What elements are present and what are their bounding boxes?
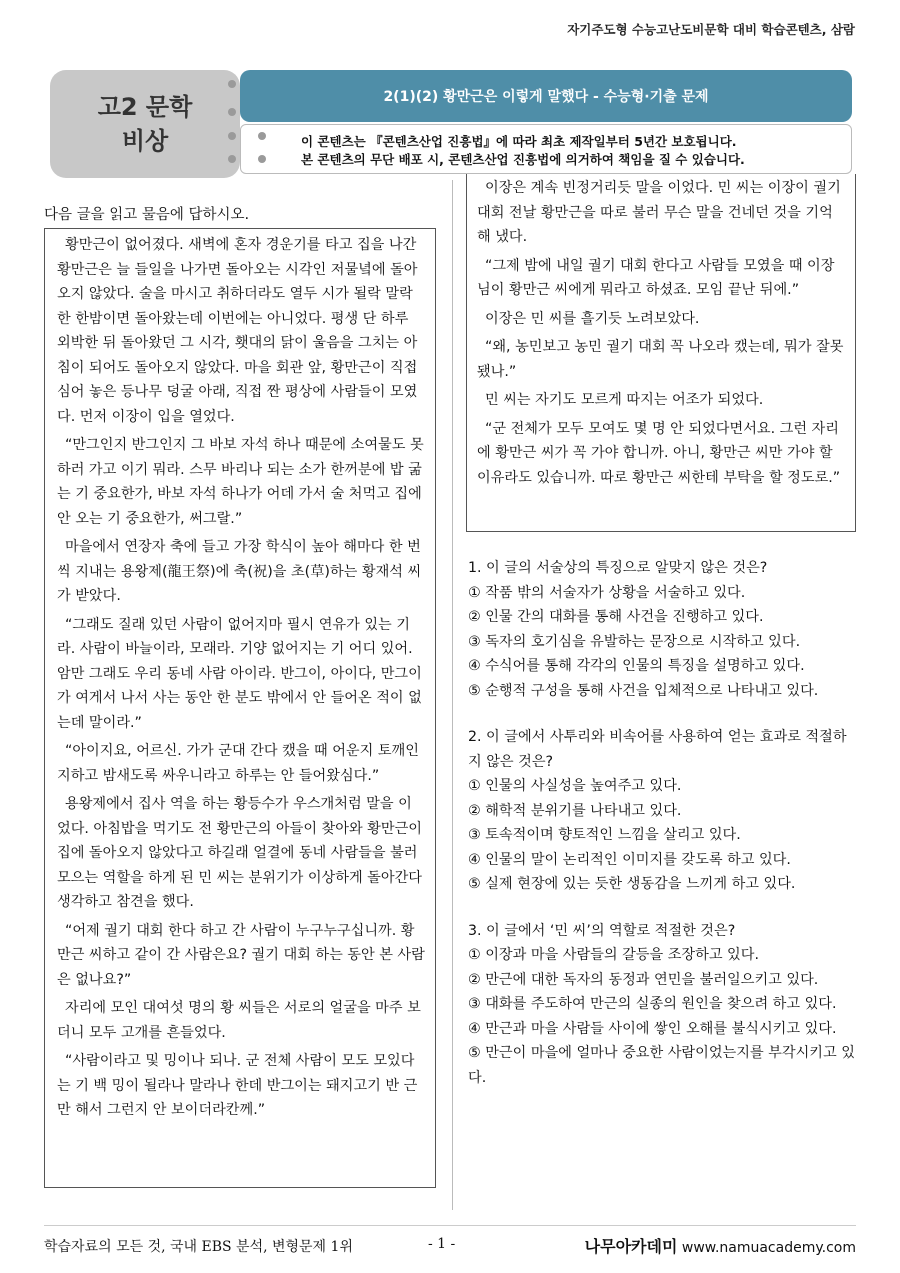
question-title: 3. 이 글에서 ‘민 씨’의 역할로 적절한 것은? bbox=[468, 922, 736, 939]
passage-paragraph: “아이지요, 어르신. 가가 군대 간다 캤을 때 어운지 토깨인지하고 밤새도록 싸우니라고 하루는 안 들어왔심다.” bbox=[57, 743, 419, 784]
passage-paragraph: 이장은 계속 빈정거리듯 말을 이었다. 민 씨는 이장이 궐기 대회 전날 황만근을 따로 불러 무슨 말을 건네던 것을 기억해 냈다. bbox=[477, 180, 841, 245]
bullet-dot-icon bbox=[228, 108, 236, 116]
passage-paragraph: “사람이라고 및 밍이나 되나. 군 전체 사람이 모도 모있다는 기 백 밍이 될라나 말라나 한데 반그이는 돼지고기 반 근만 해서 그런지 안 보이더라칸께.” bbox=[57, 1053, 418, 1118]
answer-option: ② 인물 간의 대화를 통해 사건을 진행하고 있다. bbox=[468, 609, 764, 625]
publisher-label: 비상 bbox=[121, 127, 169, 155]
answer-option: ① 인물의 사실성을 높여주고 있다. bbox=[468, 778, 682, 794]
passage-paragraph: 용왕제에서 집사 역을 하는 황등수가 우스개처럼 말을 이었다. 아침밥을 먹기도 전 황만근의 아들이 찾아와 황만근이 집에 돌아오지 않았다고 하길래 얼결에 동네 사람들을 불러 모으는 역할을 하게 된 민 씨는 분위기가 이상하게 돌아간다 생각하고 참견을 했다. bbox=[57, 796, 423, 910]
answer-option: ⑤ 만근이 마을에 얼마나 중요한 사람이었는지를 부각시키고 있다. bbox=[468, 1045, 855, 1086]
answer-option: ④ 인물의 말이 논리적인 이미지를 갖도록 하고 있다. bbox=[468, 851, 791, 868]
column-divider bbox=[452, 180, 453, 1210]
passage-paragraph: “만그인지 반그인지 그 바보 자석 하나 때문에 소여물도 못 하러 가고 이기 뭐라. 스무 바리나 되는 소가 한꺼분에 밥 굶는 기 중요한가, 바보 자석 하나가 어데 가서 술 처먹고 집에 안 오는 기 중요한가, 써그랄.” bbox=[57, 437, 424, 527]
instruction: 다음 글을 읽고 물음에 답하시오. bbox=[44, 207, 250, 223]
question-list bbox=[468, 556, 858, 1112]
passage-paragraph: “왜, 농민보고 농민 궐기 대회 꼭 나오라 캤는데, 뭐가 잘못됐나.” bbox=[477, 339, 844, 380]
answer-option: ③ 대화를 주도하여 만근의 실종의 원인을 찾으려 하고 있다. bbox=[468, 996, 837, 1012]
passage-left-box bbox=[44, 228, 436, 1188]
question-3 bbox=[468, 919, 858, 1091]
bullet-dot-icon bbox=[228, 155, 236, 163]
passage-paragraph: 민 씨는 자기도 모르게 따지는 어조가 되었다. bbox=[485, 392, 764, 408]
bullet-dot-icon bbox=[228, 132, 236, 140]
page-title: 2(1)(2) 황만근은 이렇게 말했다 - 수능형·기출 문제 bbox=[240, 70, 852, 122]
passage-paragraph: 자리에 모인 대여섯 명의 황 씨들은 서로의 얼굴을 마주 보더니 모두 고개를 흔들었다. bbox=[57, 1000, 421, 1041]
passage-paragraph: 황만근이 없어졌다. 새벽에 혼자 경운기를 타고 집을 나간 황만근은 늘 들일을 나가면 돌아오는 시각인 저물녘에 돌아오지 않았다. 술을 마시고 취하더라도 열두 시가 될락 말락 한 한밤이면 돌아왔는데 이번에는 아니었다. 평생 단 하루 외박한 뒤 돌아왔던 그 시각, 횃대의 닭이 울음을 그치는 아침이 되어도 돌아오지 않았다. 마을 회관 앞, 황만근이 직접 심어 놓은 등나무 덩굴 아래, 직접 짠 평상에 사람들이 모였다. 먼저 이장이 입을 열었다. bbox=[57, 237, 418, 425]
grade-badge bbox=[50, 70, 240, 178]
brand-url[interactable]: www.namuacademy.com bbox=[681, 1240, 856, 1256]
answer-option: ② 해학적 분위기를 나타내고 있다. bbox=[468, 802, 682, 819]
answer-option: ① 작품 밖의 서술자가 상황을 서술하고 있다. bbox=[468, 584, 746, 601]
answer-option: ③ 독자의 호기심을 유발하는 문장으로 시작하고 있다. bbox=[468, 633, 801, 650]
answer-option: ③ 토속적이며 향토적인 느낌을 살리고 있다. bbox=[468, 827, 741, 843]
footer-divider bbox=[44, 1225, 856, 1226]
passage-paragraph: “그래도 질래 있던 사람이 없어지마 필시 연유가 있는 기라. 사람이 바늘이라, 모래라. 기양 없어지는 기 어디 있어. 암만 그래도 우리 동네 사람 아이라. 반그이, 아이다, 만그이가 여게서 나서 사는 동안 한 분도 밖에서 안 들어온 적이 없는데 말이라.” bbox=[57, 616, 422, 731]
question-title: 1. 이 글의 서술상의 특징으로 알맞지 않은 것은? bbox=[468, 560, 768, 576]
bullet-dot-icon bbox=[228, 80, 236, 88]
passage-paragraph: “군 전체가 모두 모여도 몇 명 안 되었다면서요. 그런 자리에 황만근 씨가 꼭 가야 합니까. 아니, 황만근 씨만 가야 할 이유라도 있습니까. 따로 황만근 씨한테 부탁을 할 정도로.” bbox=[477, 420, 841, 486]
answer-option: ④ 수식어를 통해 각각의 인물의 특징을 설명하고 있다. bbox=[468, 658, 805, 674]
question-1 bbox=[468, 556, 858, 703]
answer-option: ① 이장과 마을 사람들의 갈등을 조장하고 있다. bbox=[468, 947, 759, 963]
answer-option: ⑤ 실제 현장에 있는 듯한 생동감을 느끼게 하고 있다. bbox=[468, 876, 796, 892]
brand-name: 나무아카데미 bbox=[584, 1237, 678, 1256]
question-title: 2. 이 글에서 사투리와 비속어를 사용하여 얻는 효과로 적절하지 않은 것은? bbox=[468, 729, 847, 770]
series-label: 자기주도형 수능고난도비문학 대비 학습콘텐츠, 삼람 bbox=[567, 22, 855, 37]
copyright-line-1: 이 콘텐츠는 『콘텐츠산업 진흥법』에 따라 최초 제작일부터 5년간 보호됩니다. bbox=[301, 134, 737, 149]
passage-right-box bbox=[466, 174, 856, 532]
copyright-line-2: 본 콘텐츠의 무단 배포 시, 콘텐츠산업 진흥법에 의거하여 책임을 질 수 있습니다. bbox=[301, 152, 745, 167]
grade-label: 고2 문학 bbox=[97, 93, 193, 121]
page-number: - 1 - bbox=[428, 1236, 456, 1252]
passage-paragraph: “어제 궐기 대회 한다 하고 간 사람이 누구누구십니까. 황만근 씨하고 같이 간 사람은요? 궐기 대회 하는 동안 본 사람은 없나요?” bbox=[57, 922, 425, 988]
footer-brand bbox=[585, 1234, 856, 1257]
answer-option: ⑤ 순행적 구성을 통해 사건을 입체적으로 나타내고 있다. bbox=[468, 682, 819, 699]
answer-option: ④ 만근과 마을 사람들 사이에 쌓인 오해를 불식시키고 있다. bbox=[468, 1020, 837, 1037]
question-2 bbox=[468, 725, 858, 897]
copyright-notice bbox=[240, 124, 852, 174]
passage-paragraph: “그제 밤에 내일 궐기 대회 한다고 사람들 모였을 때 이장님이 황만근 씨에게 뭐라고 하셨죠. 모임 끝난 뒤에.” bbox=[477, 257, 835, 298]
footer-tagline: 학습자료의 모든 것, 국내 EBS 분석, 변형문제 1위 bbox=[44, 1239, 353, 1255]
answer-option: ② 만근에 대한 독자의 동정과 연민을 불러일으키고 있다. bbox=[468, 971, 819, 988]
passage-paragraph: 이장은 민 씨를 흘기듯 노려보았다. bbox=[485, 310, 700, 327]
passage-paragraph: 마을에서 연장자 축에 들고 가장 학식이 높아 해마다 한 번씩 지내는 용왕제(龍王祭)에 축(祝)을 초(草)하는 황재석 씨가 받았다. bbox=[57, 539, 422, 604]
